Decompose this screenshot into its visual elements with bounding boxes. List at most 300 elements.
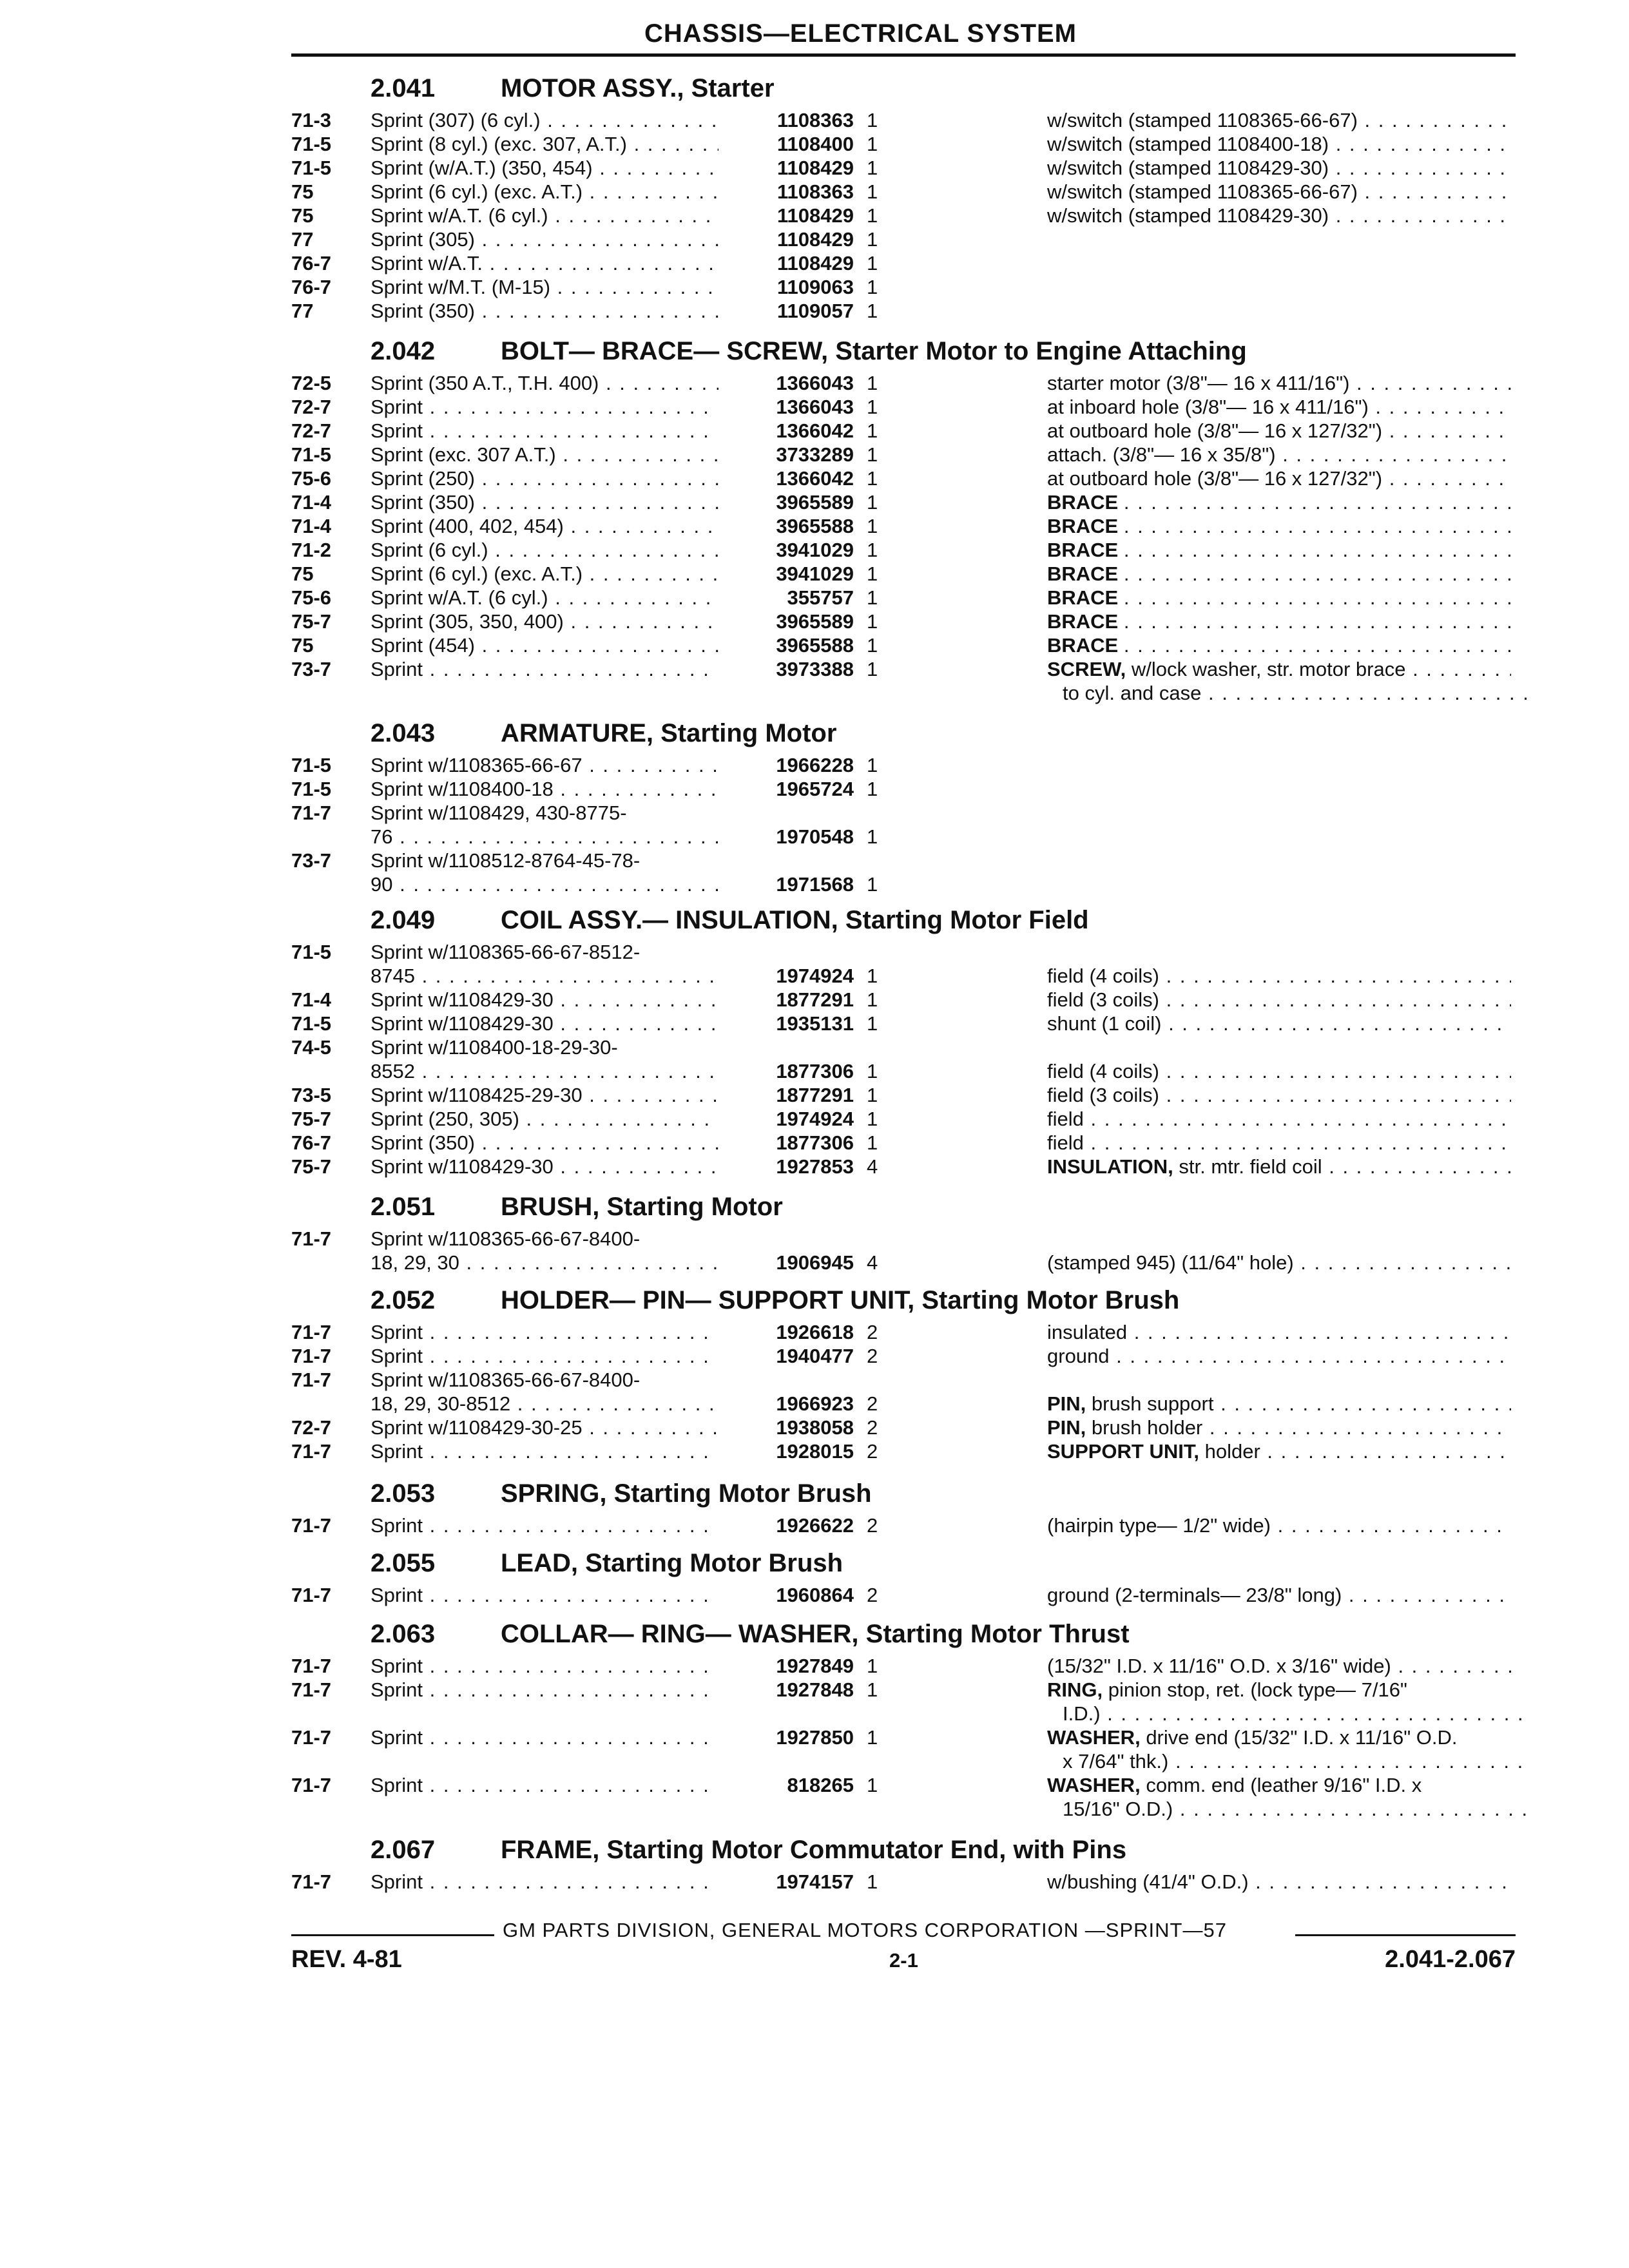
part-note [1047, 586, 1511, 610]
application-description: Sprint (8 cyl.) (exc. 307, A.T.) . . . [371, 132, 718, 156]
quantity: 1 [867, 610, 878, 633]
footer-divider-left [291, 1934, 494, 1936]
application-description: Sprint (350) . . . [371, 490, 718, 514]
part-number: 1971568 [776, 873, 854, 896]
part-number: 1108429 [777, 157, 854, 179]
application-description: Sprint . . . [371, 657, 718, 681]
part-number: 3965589 [776, 491, 854, 514]
note-text: w/switch (stamped 1108429-30) [1047, 204, 1329, 227]
table-row [0, 1514, 1629, 1537]
quantity: 2 [867, 1440, 878, 1463]
table-row [0, 1725, 1629, 1749]
table-row [0, 964, 1629, 988]
note-text: w/bushing (41/4" O.D.) [1047, 1870, 1249, 1893]
part-number: 1940477 [776, 1345, 854, 1367]
quantity: 1 [867, 1131, 878, 1154]
part-number: 1927853 [776, 1155, 854, 1178]
table-row [0, 872, 1629, 896]
model-code: 71-4 [291, 491, 332, 514]
part-note [1047, 633, 1511, 657]
table-row [0, 156, 1629, 180]
application-description: 18, 29, 30 . . . [371, 1251, 718, 1274]
part-note [1047, 1344, 1511, 1368]
application-description: Sprint . . . [371, 1773, 718, 1797]
table-row [0, 633, 1629, 657]
application-description: Sprint (305, 350, 400) . . . [371, 610, 718, 633]
part-number: 1927850 [776, 1726, 854, 1749]
note-text: at outboard hole (3/8"— 16 x 127/32") [1047, 467, 1383, 490]
part-number: 3965588 [776, 515, 854, 537]
model-code: 71-7 [291, 1655, 332, 1677]
note-text: w/switch (stamped 1108365-66-67) [1047, 109, 1358, 131]
model-code: 71-4 [291, 988, 332, 1011]
part-type-label: RING, [1047, 1678, 1103, 1701]
part-note [1047, 1583, 1511, 1607]
quantity: 1 [867, 634, 878, 657]
part-number: 3965588 [776, 634, 854, 657]
quantity: 1 [867, 372, 878, 394]
part-note [1047, 1439, 1511, 1463]
part-number: 1974924 [776, 1108, 854, 1130]
application-description: 76 . . . [371, 825, 718, 849]
application-description: Sprint (6 cyl.) . . . [371, 538, 718, 562]
table-row [0, 443, 1629, 466]
quantity: 1 [867, 276, 878, 298]
part-type-label: WASHER, [1047, 1726, 1141, 1749]
application-description: Sprint w/1108429-30 . . . [371, 1155, 718, 1178]
part-note [1047, 1320, 1511, 1344]
application-description: Sprint . . . [371, 1678, 718, 1702]
quantity: 1 [867, 539, 878, 561]
application-description: Sprint (250, 305) . . . [371, 1107, 718, 1131]
table-row [0, 1678, 1629, 1702]
part-note [1047, 538, 1511, 562]
part-number: 818265 [787, 1774, 854, 1796]
section-number: 2.041 [371, 74, 436, 102]
model-code: 71-7 [291, 1369, 332, 1391]
part-note [1047, 1012, 1511, 1035]
section-title: SPRING, Starting Motor Brush [501, 1479, 872, 1508]
note-text: ground [1047, 1345, 1110, 1367]
model-code: 73-5 [291, 1084, 332, 1106]
part-type-label: BRACE [1047, 610, 1119, 633]
table-row [0, 1654, 1629, 1678]
table-row [0, 849, 1629, 872]
model-code: 72-7 [291, 1416, 332, 1439]
note-text: holder [1204, 1440, 1260, 1463]
note-text: (hairpin type— 1/2" wide) [1047, 1514, 1271, 1537]
note-text: to cyl. and case [1063, 682, 1202, 704]
application-description: Sprint (400, 402, 454) . . . [371, 514, 718, 538]
part-type-label: BRACE [1047, 539, 1119, 561]
note-text: field (3 coils) [1047, 988, 1159, 1011]
note-text: w/switch (stamped 1108400-18) [1047, 133, 1329, 155]
application-description: 8552 . . . [371, 1059, 718, 1083]
part-note [1047, 681, 1527, 705]
note-text: (stamped 945) (11/64" hole) [1047, 1251, 1294, 1274]
table-row [0, 251, 1629, 275]
application-description: Sprint (350) . . . [371, 299, 718, 323]
application-description: Sprint w/M.T. (M-15) . . . [371, 275, 718, 299]
quantity: 1 [867, 1678, 878, 1701]
quantity: 1 [867, 1774, 878, 1796]
part-number: 355757 [787, 586, 854, 609]
table-row [0, 1012, 1629, 1035]
quantity: 1 [867, 252, 878, 274]
note-text: field (3 coils) [1047, 1084, 1159, 1106]
table-row [0, 586, 1629, 610]
part-type-label: SCREW, [1047, 658, 1126, 680]
part-note [1047, 1654, 1511, 1678]
quantity: 1 [867, 515, 878, 537]
quantity: 1 [867, 1060, 878, 1082]
application-description: Sprint . . . [371, 1439, 718, 1463]
application-description: Sprint (250) . . . [371, 466, 718, 490]
part-note [1047, 657, 1511, 681]
application-description: Sprint (exc. 307 A.T.) . . . [371, 443, 718, 466]
section-number: 2.042 [371, 337, 436, 365]
part-number: 3941029 [776, 539, 854, 561]
table-row [0, 1416, 1629, 1439]
section-title: FRAME, Starting Motor Commutator End, with Pins [501, 1836, 1127, 1864]
table-row [0, 1368, 1629, 1392]
note-text: str. mtr. field coil [1179, 1155, 1322, 1178]
quantity: 1 [867, 778, 878, 800]
part-number: 1877306 [776, 1131, 854, 1154]
part-note [1047, 1131, 1511, 1155]
section-number: 2.051 [371, 1193, 436, 1221]
table-row [0, 108, 1629, 132]
application-description: Sprint w/1108425-29-30 . . . [371, 1083, 718, 1107]
table-row [0, 777, 1629, 801]
table-row [0, 1035, 1629, 1059]
application-description: Sprint (454) . . . [371, 633, 718, 657]
table-row [0, 1583, 1629, 1607]
table-row [0, 227, 1629, 251]
section-title: MOTOR ASSY., Starter [501, 74, 775, 102]
section-number: 2.049 [371, 906, 436, 934]
part-type-label: BRACE [1047, 562, 1119, 585]
quantity: 1 [867, 157, 878, 179]
application-description: Sprint . . . [371, 1725, 718, 1749]
application-description: 18, 29, 30-8512 . . . [371, 1392, 718, 1416]
quantity: 1 [867, 396, 878, 418]
note-text: pinion stop, ret. (lock type— 7/16" [1108, 1678, 1407, 1701]
part-note [1047, 443, 1511, 466]
table-row [0, 371, 1629, 395]
part-note [1047, 1251, 1511, 1274]
part-note [1047, 1416, 1511, 1439]
quantity: 1 [867, 825, 878, 848]
part-number: 1366042 [776, 467, 854, 490]
part-number: 1108429 [777, 204, 854, 227]
model-code: 71-5 [291, 754, 332, 776]
quantity: 1 [867, 467, 878, 490]
quantity: 1 [867, 133, 878, 155]
note-text: x 7/64" thk.) [1063, 1750, 1169, 1773]
quantity: 1 [867, 586, 878, 609]
model-code: 75 [291, 634, 314, 657]
part-number: 1926618 [776, 1321, 854, 1343]
quantity: 1 [867, 1012, 878, 1035]
part-number: 1108363 [777, 109, 854, 131]
part-note [1047, 1773, 1511, 1797]
table-row [0, 1392, 1629, 1416]
section-number: 2.055 [371, 1549, 436, 1577]
table-row [0, 657, 1629, 681]
part-number: 3733289 [776, 443, 854, 466]
model-code: 71-5 [291, 443, 332, 466]
model-code: 75-6 [291, 586, 332, 609]
model-code: 76-7 [291, 1131, 332, 1154]
note-text: I.D.) [1063, 1702, 1101, 1725]
table-row [0, 753, 1629, 777]
model-code: 71-7 [291, 1514, 332, 1537]
part-note [1047, 1083, 1511, 1107]
section-title: ARMATURE, Starting Motor [501, 719, 837, 747]
application-description: Sprint w/1108365-66-67-8512- [371, 941, 641, 963]
model-code: 71-4 [291, 515, 332, 537]
application-description: Sprint (305) . . . [371, 227, 718, 251]
application-description: Sprint w/1108429-30 . . . [371, 1012, 718, 1035]
application-description: Sprint w/A.T. (6 cyl.) . . . [371, 586, 718, 610]
application-description: Sprint (6 cyl.) (exc. A.T.) . . . [371, 562, 718, 586]
quantity: 1 [867, 1870, 878, 1893]
part-note [1047, 132, 1511, 156]
revision-label: REV. 4-81 [291, 1946, 402, 1973]
section-number: 2.052 [371, 1286, 436, 1314]
table-row [0, 1439, 1629, 1463]
note-text: attach. (3/8"— 16 x 35/8") [1047, 443, 1276, 466]
table-row [0, 562, 1629, 586]
model-code: 75-7 [291, 610, 332, 633]
part-number: 1108363 [777, 180, 854, 203]
model-code: 71-7 [291, 1870, 332, 1893]
part-note [1047, 1702, 1527, 1725]
model-code: 71-7 [291, 1774, 332, 1796]
application-description: Sprint w/A.T. (6 cyl.) . . . [371, 204, 718, 227]
part-number: 1966923 [776, 1392, 854, 1415]
model-code: 72-5 [291, 372, 332, 394]
note-text: field [1047, 1131, 1084, 1154]
table-row [0, 1797, 1629, 1821]
part-note [1047, 1059, 1511, 1083]
model-code: 76-7 [291, 252, 332, 274]
part-number: 1935131 [776, 1012, 854, 1035]
quantity: 1 [867, 658, 878, 680]
quantity: 4 [867, 1251, 878, 1274]
application-description: Sprint (307) (6 cyl.) . . . [371, 108, 718, 132]
part-note [1047, 1749, 1527, 1773]
part-note [1047, 1155, 1511, 1178]
application-description: Sprint w/1108429-30 . . . [371, 988, 718, 1012]
section-range: 2.041-2.067 [1385, 1946, 1516, 1973]
model-code: 71-5 [291, 778, 332, 800]
table-row [0, 1059, 1629, 1083]
part-number: 1974924 [776, 965, 854, 987]
table-row [0, 395, 1629, 419]
model-code: 77 [291, 300, 314, 322]
model-code: 75 [291, 180, 314, 203]
table-row [0, 180, 1629, 204]
quantity: 1 [867, 1655, 878, 1677]
model-code: 75-6 [291, 467, 332, 490]
application-description: Sprint w/1108365-66-67 . . . [371, 753, 718, 777]
quantity: 1 [867, 443, 878, 466]
model-code: 72-7 [291, 419, 332, 442]
section-number: 2.063 [371, 1620, 436, 1648]
model-code: 75 [291, 562, 314, 585]
application-description: Sprint . . . [371, 1654, 718, 1678]
part-number: 1108400 [777, 133, 854, 155]
table-row [0, 610, 1629, 633]
model-code: 71-5 [291, 941, 332, 963]
part-number: 3965589 [776, 610, 854, 633]
table-row [0, 1773, 1629, 1797]
part-number: 1109057 [777, 300, 854, 322]
table-row [0, 1227, 1629, 1251]
quantity: 2 [867, 1584, 878, 1606]
footer-publisher: GM PARTS DIVISION, GENERAL MOTORS CORPORATION —SPRINT—57 [503, 1919, 1227, 1941]
table-row [0, 801, 1629, 825]
note-text: w/lock washer, str. motor brace [1131, 658, 1406, 680]
note-text: brush holder [1091, 1416, 1203, 1439]
part-number: 1366043 [776, 372, 854, 394]
quantity: 1 [867, 988, 878, 1011]
note-text: ground (2-terminals— 23/8" long) [1047, 1584, 1342, 1606]
part-note [1047, 1725, 1511, 1749]
quantity: 1 [867, 419, 878, 442]
note-text: (15/32" I.D. x 11/16" O.D. x 3/16" wide) [1047, 1655, 1391, 1677]
page-number: 2-1 [889, 1949, 918, 1972]
application-description: Sprint w/1108365-66-67-8400- [371, 1227, 641, 1250]
quantity: 4 [867, 1155, 878, 1178]
part-number: 1877291 [776, 1084, 854, 1106]
model-code: 75 [291, 204, 314, 227]
part-note [1047, 1678, 1511, 1702]
model-code: 71-5 [291, 133, 332, 155]
note-text: drive end (15/32" I.D. x 11/16" O.D. [1146, 1726, 1458, 1749]
part-note [1047, 610, 1511, 633]
table-row [0, 132, 1629, 156]
application-description: Sprint . . . [371, 419, 718, 443]
part-note [1047, 204, 1511, 227]
quantity: 2 [867, 1392, 878, 1415]
model-code: 71-5 [291, 157, 332, 179]
quantity: 2 [867, 1514, 878, 1537]
table-row [0, 466, 1629, 490]
part-note [1047, 562, 1511, 586]
part-number: 1970548 [776, 825, 854, 848]
quantity: 1 [867, 109, 878, 131]
application-description: Sprint (350 A.T., T.H. 400) . . . [371, 371, 718, 395]
application-description: 90 . . . [371, 872, 718, 896]
model-code: 71-5 [291, 1012, 332, 1035]
part-number: 3941029 [776, 562, 854, 585]
part-number: 1366042 [776, 419, 854, 442]
part-number: 1108429 [777, 228, 854, 251]
section-number: 2.053 [371, 1479, 436, 1508]
part-note [1047, 964, 1511, 988]
section-title: LEAD, Starting Motor Brush [501, 1549, 843, 1577]
application-description: Sprint w/1108512-8764-45-78- [371, 849, 641, 872]
table-row [0, 299, 1629, 323]
part-number: 3973388 [776, 658, 854, 680]
application-description: Sprint . . . [371, 1583, 718, 1607]
note-text: w/switch (stamped 1108429-30) [1047, 157, 1329, 179]
note-text: comm. end (leather 9/16" I.D. x [1146, 1774, 1422, 1796]
table-row [0, 1344, 1629, 1368]
quantity: 1 [867, 1726, 878, 1749]
table-row [0, 825, 1629, 849]
part-type-label: PIN, [1047, 1416, 1086, 1439]
note-text: w/switch (stamped 1108365-66-67) [1047, 180, 1358, 203]
quantity: 1 [867, 754, 878, 776]
quantity: 1 [867, 228, 878, 251]
note-text: field (4 coils) [1047, 1060, 1159, 1082]
part-number: 1877306 [776, 1060, 854, 1082]
part-note [1047, 1107, 1511, 1131]
application-description: Sprint w/1108400-18 . . . [371, 777, 718, 801]
application-description: 8745 . . . [371, 964, 718, 988]
part-note [1047, 108, 1511, 132]
quantity: 1 [867, 491, 878, 514]
application-description: Sprint w/A.T. . . . [371, 251, 718, 275]
note-text: field (4 coils) [1047, 965, 1159, 987]
model-code: 71-7 [291, 1678, 332, 1701]
application-description: Sprint . . . [371, 1514, 718, 1537]
quantity: 1 [867, 562, 878, 585]
quantity: 1 [867, 204, 878, 227]
page-title: CHASSIS—ELECTRICAL SYSTEM [644, 19, 1077, 48]
model-code: 71-7 [291, 1321, 332, 1343]
quantity: 1 [867, 300, 878, 322]
part-note [1047, 1797, 1527, 1821]
table-row [0, 275, 1629, 299]
part-number: 1906945 [776, 1251, 854, 1274]
part-note [1047, 371, 1511, 395]
model-code: 73-7 [291, 658, 332, 680]
model-code: 71-7 [291, 1227, 332, 1250]
section-number: 2.043 [371, 719, 436, 747]
section-title: BRUSH, Starting Motor [501, 1193, 783, 1221]
application-description: Sprint w/1108400-18-29-30- [371, 1036, 618, 1059]
quantity: 1 [867, 1084, 878, 1106]
footer-divider-right [1295, 1934, 1516, 1936]
part-number: 1366043 [776, 396, 854, 418]
model-code: 72-7 [291, 396, 332, 418]
application-description: Sprint w/1108365-66-67-8400- [371, 1369, 641, 1391]
model-code: 75-7 [291, 1108, 332, 1130]
model-code: 76-7 [291, 276, 332, 298]
table-row [0, 538, 1629, 562]
table-row [0, 1155, 1629, 1178]
part-number: 1927848 [776, 1678, 854, 1701]
model-code: 75-7 [291, 1155, 332, 1178]
table-row [0, 681, 1629, 705]
model-code: 71-7 [291, 802, 332, 824]
part-note [1047, 180, 1511, 204]
part-number: 1938058 [776, 1416, 854, 1439]
section-title: BOLT— BRACE— SCREW, Starter Motor to Engine Attaching [501, 337, 1247, 365]
quantity: 1 [867, 1108, 878, 1130]
part-note [1047, 156, 1511, 180]
table-row [0, 490, 1629, 514]
table-row [0, 1870, 1629, 1894]
part-type-label: BRACE [1047, 491, 1119, 514]
part-number: 1928015 [776, 1440, 854, 1463]
table-row [0, 1251, 1629, 1274]
